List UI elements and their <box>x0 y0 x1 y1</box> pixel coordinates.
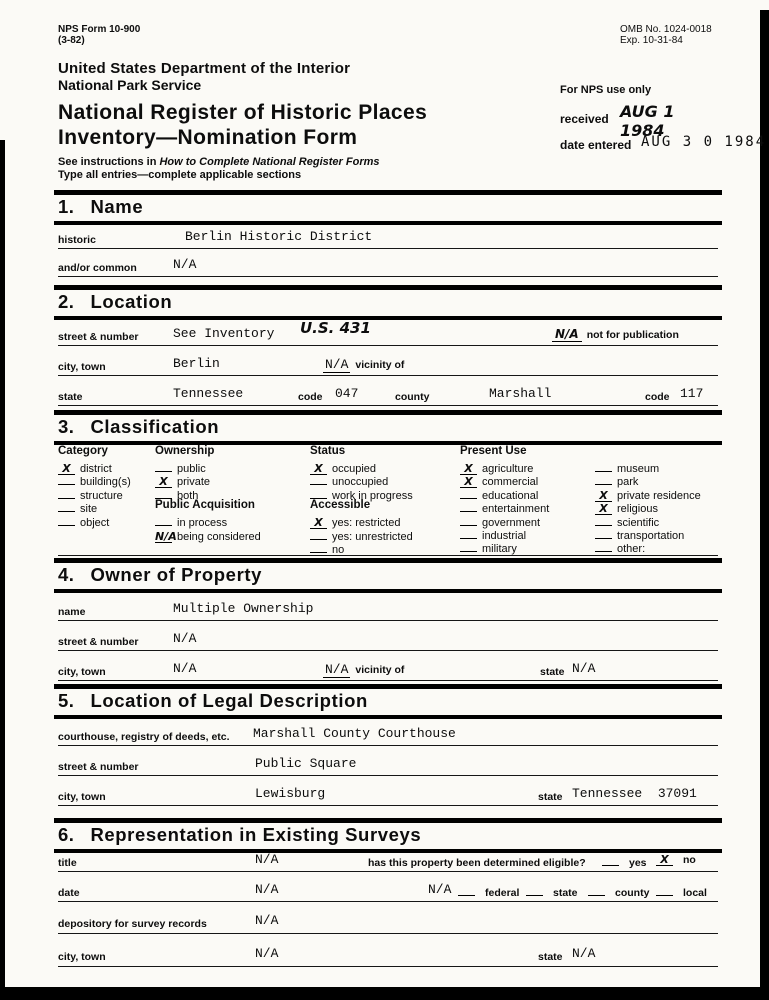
checkbox-park: park <box>595 472 701 485</box>
survey-date-value: N/A <box>255 882 279 897</box>
checkbox-other-mark <box>595 540 612 552</box>
checkbox-both-mark <box>155 487 172 499</box>
owner-name-value: Multiple Ownership <box>173 601 314 616</box>
rule-depository <box>58 933 718 934</box>
eligible-question-label: has this property been determined eligible? <box>368 857 586 869</box>
city-label: city, town <box>58 361 106 373</box>
classification-status-column <box>310 445 413 556</box>
level-federal-mark <box>458 884 475 896</box>
checkbox-being-considered-mark: N/A <box>155 529 177 543</box>
checkbox-entertainment-mark <box>460 500 477 512</box>
rule-classification-bottom <box>58 555 718 556</box>
checkbox-religious-mark: X <box>595 503 612 515</box>
owner-city-value: N/A <box>173 661 197 676</box>
checkbox-site: site <box>58 499 131 512</box>
section-2-title: Location <box>90 291 173 312</box>
level-county-label: county <box>615 887 650 899</box>
checkbox-occupied: X occupied <box>310 459 413 472</box>
checkbox-private-residence-mark: X <box>595 490 612 502</box>
section-5-title: Location of Legal Description <box>90 690 368 711</box>
eligible-yes-mark <box>602 854 619 866</box>
checkbox-work-in-progress-mark <box>310 487 327 499</box>
survey-title-label: title <box>58 857 77 869</box>
owner-street-value: N/A <box>173 631 197 646</box>
checkbox-site-mark <box>58 500 75 512</box>
survey-state-label: state <box>538 951 563 963</box>
checkbox-structure-mark <box>58 487 75 499</box>
instructions-reference: How to Complete National Register Forms <box>159 156 380 168</box>
date-entered-label: date entered <box>560 138 632 152</box>
section-1-number: 1. <box>58 196 75 217</box>
rule-survey-city <box>58 966 718 967</box>
section-5-number: 5. <box>58 690 75 711</box>
county-code-label: code <box>645 391 670 403</box>
instructions-line1 <box>58 156 380 168</box>
courthouse-value: Marshall County Courthouse <box>253 726 456 741</box>
rule-state <box>58 405 718 406</box>
classification-ownership-column <box>155 445 261 543</box>
checkbox-government: government <box>460 513 549 526</box>
ownership-header: Ownership <box>155 445 215 457</box>
legal-street-value: Public Square <box>255 756 357 771</box>
owner-state-label: state <box>540 666 565 678</box>
form-revision: (3-82) <box>58 35 85 46</box>
level-state-label: state <box>553 887 578 899</box>
survey-state-value: N/A <box>572 946 596 961</box>
owner-vicinity-mark: N/A <box>325 662 349 677</box>
section-3-number: 3. <box>58 416 75 437</box>
eligible-yes-label: yes <box>629 857 647 869</box>
checkbox-public-mark <box>155 460 172 472</box>
checkbox-commercial-mark: X <box>460 476 477 488</box>
courthouse-label: courthouse, registry of deeds, etc. <box>58 731 230 743</box>
owner-street-label: street & number <box>58 636 139 648</box>
section-6-header <box>54 818 722 853</box>
common-name-label: and/or common <box>58 262 137 274</box>
checkbox-entertainment: entertainment <box>460 499 549 512</box>
checkbox-agriculture: X agriculture <box>460 459 549 472</box>
checkbox-buildings-mark <box>58 473 75 485</box>
legal-city-value: Lewisburg <box>255 786 326 801</box>
checkbox-district: X district <box>58 459 131 472</box>
section-2-number: 2. <box>58 291 75 312</box>
checkbox-scientific: scientific <box>595 513 701 526</box>
level-state-group <box>526 884 578 899</box>
street-handwritten-value: U.S. 431 <box>300 319 371 337</box>
present-use-column-1 <box>460 459 550 556</box>
checkbox-museum: museum <box>595 459 701 472</box>
checkbox-both: both <box>155 486 261 499</box>
section-3-title: Classification <box>90 416 220 437</box>
section-4-title: Owner of Property <box>90 564 263 585</box>
historic-label: historic <box>58 234 96 246</box>
legal-city-label: city, town <box>58 791 106 803</box>
county-label: county <box>395 391 430 403</box>
checkbox-museum-mark <box>595 460 612 472</box>
owner-vicinity-label: vicinity of <box>355 664 405 676</box>
checkbox-private-residence: X private residence <box>595 486 701 499</box>
street-value: See Inventory <box>173 326 275 341</box>
status-header: Status <box>310 445 346 457</box>
checkbox-occupied-mark: X <box>310 463 327 475</box>
scan-edge-left <box>0 140 5 1000</box>
checkbox-scientific-mark <box>595 514 612 526</box>
classification-category-column <box>58 445 131 529</box>
owner-name-label: name <box>58 606 86 618</box>
present-use-column-2 <box>595 459 701 556</box>
rule-survey-date <box>58 901 718 902</box>
checkbox-buildings: building(s) <box>58 472 131 485</box>
checkbox-industrial: industrial <box>460 526 549 539</box>
section-6-title: Representation in Existing Surveys <box>90 824 422 845</box>
not-for-publication-label: not for publication <box>586 329 679 341</box>
rule-owner-street <box>58 650 718 651</box>
rule-historic <box>58 248 718 249</box>
checkbox-unoccupied-mark <box>310 473 327 485</box>
state-code-label: code <box>298 391 323 403</box>
historic-value: Berlin Historic District <box>185 229 373 244</box>
street-label: street & number <box>58 331 139 343</box>
department-title: United States Department of the Interior <box>58 60 351 77</box>
level-local-group <box>656 884 707 899</box>
checkbox-being-considered: N/Abeing considered <box>155 529 261 543</box>
common-name-value: N/A <box>173 257 197 272</box>
checkbox-public: public <box>155 459 261 472</box>
rule-owner-name <box>58 620 718 621</box>
state-value: Tennessee <box>173 386 244 401</box>
public-acquisition-header: Public Acquisition <box>155 499 255 512</box>
checkbox-object-mark <box>58 514 75 526</box>
received-date-handwritten: AUG 1 1984 <box>620 102 675 140</box>
checkbox-in-process: in process <box>155 513 261 526</box>
not-for-publication-mark: N/A <box>552 327 582 342</box>
nps-use-only-label: For NPS use only <box>560 84 652 96</box>
not-for-publication-group <box>552 327 679 342</box>
owner-vicinity-group <box>323 662 404 678</box>
present-use-header: Present Use <box>460 445 527 457</box>
category-header: Category <box>58 445 108 457</box>
rule-legal-street <box>58 775 718 776</box>
level-local-label: local <box>683 887 707 899</box>
checkbox-yes-restricted-mark: X <box>310 517 327 529</box>
vicinity-label: vicinity of <box>355 359 405 371</box>
eligible-yes-group <box>602 854 647 869</box>
checkbox-agriculture-mark: X <box>460 463 477 475</box>
checkbox-yes-unrestricted: yes: unrestricted <box>310 527 413 540</box>
eligible-no-label: no <box>683 854 696 866</box>
form-content <box>58 0 767 1000</box>
legal-street-label: street & number <box>58 761 139 773</box>
level-county-mark <box>588 884 605 896</box>
checkbox-religious: X religious <box>595 499 701 512</box>
level-state-mark <box>526 884 543 896</box>
section-4-number: 4. <box>58 564 75 585</box>
legal-state-value: Tennessee 37091 <box>572 786 697 801</box>
section-6-number: 6. <box>58 824 75 845</box>
agency-title: National Park Service <box>58 77 202 93</box>
checkbox-private: X private <box>155 472 261 485</box>
date-entered-stamp: AUG 3 0 1984 <box>641 134 767 150</box>
city-value: Berlin <box>173 356 220 371</box>
omb-number: OMB No. 1024-0018 <box>620 24 712 35</box>
depository-label: depository for survey records <box>58 918 207 930</box>
section-5-header <box>54 684 722 719</box>
rule-common <box>58 276 718 277</box>
county-value: Marshall <box>489 386 552 401</box>
checkbox-transportation-mark <box>595 527 612 539</box>
rule-city <box>58 375 718 376</box>
survey-title-value: N/A <box>255 852 279 867</box>
form-title-line2: Inventory—Nomination Form <box>58 126 358 149</box>
rule-street <box>58 345 718 346</box>
checkbox-commercial: X commercial <box>460 472 549 485</box>
depository-value: N/A <box>255 913 279 928</box>
checkbox-yes-unrestricted-mark <box>310 528 327 540</box>
survey-level-na: N/A <box>428 882 452 897</box>
level-local-mark <box>656 884 673 896</box>
checkbox-transportation: transportation <box>595 526 701 539</box>
owner-city-label: city, town <box>58 666 106 678</box>
legal-state-label: state <box>538 791 563 803</box>
level-federal-group <box>458 884 519 899</box>
vicinity-group <box>323 357 404 373</box>
section-1-title: Name <box>90 196 144 217</box>
accessible-header: Accessible <box>310 499 371 512</box>
checkbox-structure: structure <box>58 486 131 499</box>
rule-survey-title <box>58 871 718 872</box>
section-2-header <box>54 285 722 320</box>
checkbox-military: military <box>460 539 549 552</box>
level-county-group <box>588 884 649 899</box>
omb-expiration: Exp. 10-31-84 <box>620 35 683 46</box>
checkbox-no-access: no <box>310 540 413 553</box>
survey-city-value: N/A <box>255 946 279 961</box>
checkbox-in-process-mark <box>155 514 172 526</box>
checkbox-industrial-mark <box>460 527 477 539</box>
eligible-no-group <box>656 854 696 866</box>
instructions-line2: Type all entries—complete applicable sections <box>58 169 302 181</box>
checkbox-private-mark: X <box>155 476 172 488</box>
instructions-prefix: See instructions in <box>58 156 160 168</box>
owner-state-value: N/A <box>572 661 596 676</box>
section-3-header <box>54 410 722 445</box>
checkbox-work-in-progress: work in progress <box>310 486 413 499</box>
survey-date-label: date <box>58 887 80 899</box>
vicinity-mark: N/A <box>325 357 349 372</box>
rule-legal-city <box>58 805 718 806</box>
checkbox-district-mark: X <box>58 463 75 475</box>
level-federal-label: federal <box>485 887 520 899</box>
section-4-header <box>54 558 722 593</box>
form-title-line1: National Register of Historic Places <box>58 101 428 124</box>
checkbox-object: object <box>58 513 131 526</box>
checkbox-educational: educational <box>460 486 549 499</box>
checkbox-military-mark <box>460 540 477 552</box>
received-label: received <box>560 112 609 126</box>
checkbox-other: other: <box>595 539 701 552</box>
scan-edge-right <box>760 10 769 1000</box>
checkbox-yes-restricted: X yes: restricted <box>310 513 413 526</box>
state-label: state <box>58 391 83 403</box>
rule-courthouse <box>58 745 718 746</box>
checkbox-educational-mark <box>460 487 477 499</box>
rule-owner-city <box>58 680 718 681</box>
form-number: NPS Form 10-900 <box>58 24 141 35</box>
eligible-no-mark: X <box>656 854 673 866</box>
checkbox-no-access-mark <box>310 541 327 553</box>
survey-city-label: city, town <box>58 951 106 963</box>
checkbox-government-mark <box>460 514 477 526</box>
checkbox-unoccupied: unoccupied <box>310 472 413 485</box>
county-code-value: 117 <box>680 386 704 401</box>
checkbox-park-mark <box>595 473 612 485</box>
section-1-header <box>54 190 722 225</box>
state-code-value: 047 <box>335 386 359 401</box>
